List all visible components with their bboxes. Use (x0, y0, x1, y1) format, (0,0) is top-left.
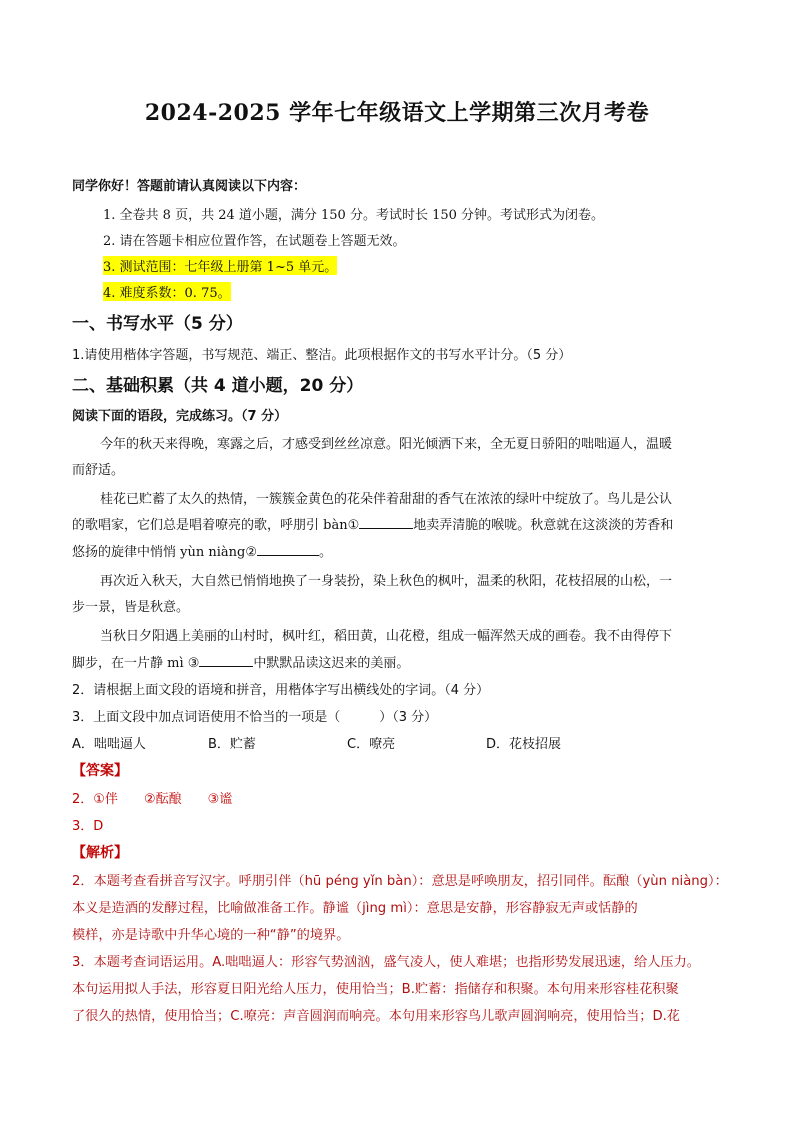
passage-p2-line2 (72, 514, 673, 533)
page-title: 2024-2025 学年七年级语文上学期第三次月考卷 (144, 100, 650, 126)
passage-p1-line1: 今年的秋天来得晚，寒露之后，才感受到丝丝凉意。阳光倾洒下来，全无夏日骄阳的咄咄逼人，温暖 (100, 437, 673, 452)
blank-3 (199, 652, 253, 667)
answer-heading: 【答案】 (72, 763, 128, 779)
question-2: 2．请根据上面文段的语境和拼音，用楷体字写出横线处的字词。（4 分） (72, 683, 490, 698)
analysis-line-1: 2．本题考查看拼音写汉字。呼朋引伴（hū péng yǐn bàn）：意思是呼唤朋友，招引同伴。酝酿（yùn niàng）： (72, 874, 728, 889)
passage-p2-line1: 桂花已贮蓄了太久的热情，一簇簇金黄色的花朵伴着甜甜的香气在浓浓的绿叶中绽放了。鸟儿是公认 (100, 492, 673, 507)
answer-line-1 (72, 788, 232, 807)
notice-item-1: 1. 全卷共 8 页，共 24 道小题，满分 150 分。考试时长 150 分钟。考试形式为闭卷。 (103, 208, 605, 223)
option-c: C．嘹亮 (347, 737, 396, 752)
section1-heading: 一、书写水平（5 分） (72, 314, 243, 334)
analysis-line-2: 本义是造酒的发酵过程，比喻做准备工作。静谧（jìng mì）：意思是安静，形容静寂无声或恬静的 (72, 901, 638, 916)
passage-p2-line3-text-a: 悠扬的旋律中悄悄 yùn niàng② (72, 545, 257, 560)
notice-item-3: 3. 测试范围：七年级上册第 1~5 单元。 (103, 256, 337, 275)
question-1: 1.请使用楷体字答题，书写规范、端正、整洁。此项根据作文的书写水平计分。（5 分） (72, 348, 572, 363)
answer-line-2: 3．D (72, 819, 104, 834)
blank-1 (359, 514, 413, 529)
passage-p4-line2-text-b: 中默默品读这迟来的美丽。 (253, 656, 410, 671)
passage-p2-line2-text-b: 地卖弄清脆的喉咙。秋意就在这淡淡的芳香和 (413, 518, 674, 533)
analysis-line-5: 本句运用拟人手法，形容夏日阳光给人压力，使用恰当；B.贮蓄：指储存和积聚。本句用来形容桂花积聚 (72, 982, 679, 997)
answer-1c: ③谧 (207, 792, 233, 807)
passage-p3-line2: 步一景，皆是秋意。 (72, 600, 190, 615)
option-a: A．咄咄逼人 (72, 737, 146, 752)
passage-p1-line2: 而舒适。 (72, 463, 125, 478)
answer-1a: ①伴 (93, 792, 118, 807)
passage-p2-line2-text-a: 的歌唱家，它们总是唱着嘹亮的歌，呼朋引 bàn① (72, 518, 360, 533)
notice-item-4: 4. 难度系数：0. 75。 (103, 282, 231, 301)
answer-line-1-label: 2． (72, 792, 94, 807)
passage-p4-line2-text-a: 脚步，在一片静 mì ③ (72, 656, 200, 671)
notice-heading: 同学你好！答题前请认真阅读以下内容： (72, 179, 307, 194)
answer-1b: ②酝酿 (143, 792, 182, 807)
passage-p3-line1: 再次近入秋天，大自然已悄悄地换了一身装扮，染上秋色的枫叶，温柔的秋阳，花枝招展的山松，一 (100, 574, 673, 589)
analysis-line-6: 了很久的热情，使用恰当；C.嘹亮：声音圆润而响亮。本句用来形容鸟儿歌声圆润响亮，使用恰当；D.花 (72, 1009, 680, 1024)
analysis-line-3: 模样，亦是诗歌中升华心境的一种“静”的境界。 (72, 928, 350, 943)
analysis-heading: 【解析】 (72, 845, 128, 861)
question-3: 3．上面文段中加点词语使用不恰当的一项是（ ）（3 分） (72, 710, 438, 725)
option-b: B．贮蓄 (208, 737, 256, 752)
passage-p2-line3 (72, 541, 332, 560)
passage-p4-line1: 当秋日夕阳遇上美丽的山村时，枫叶红，稻田黄，山花橙，组成一幅浑然天成的画卷。我不由得停下 (100, 629, 673, 644)
blank-2 (257, 541, 319, 556)
passage-p4-line2 (72, 652, 409, 671)
notice-item-2: 2. 请在答题卡相应位置作答，在试题卷上答题无效。 (103, 234, 406, 249)
passage-p2-line3-text-b: 。 (318, 545, 332, 560)
analysis-line-4: 3．本题考查词语运用。A.咄咄逼人：形容气势汹汹，盛气凌人，使人难堪；也指形势发展迅速，给人压力。 (72, 955, 700, 970)
reading-intro: 阅读下面的语段，完成练习。（7 分） (72, 409, 288, 424)
option-d: D．花枝招展 (486, 737, 562, 752)
section2-heading: 二、基础积累（共 4 道小题，20 分） (72, 376, 364, 396)
